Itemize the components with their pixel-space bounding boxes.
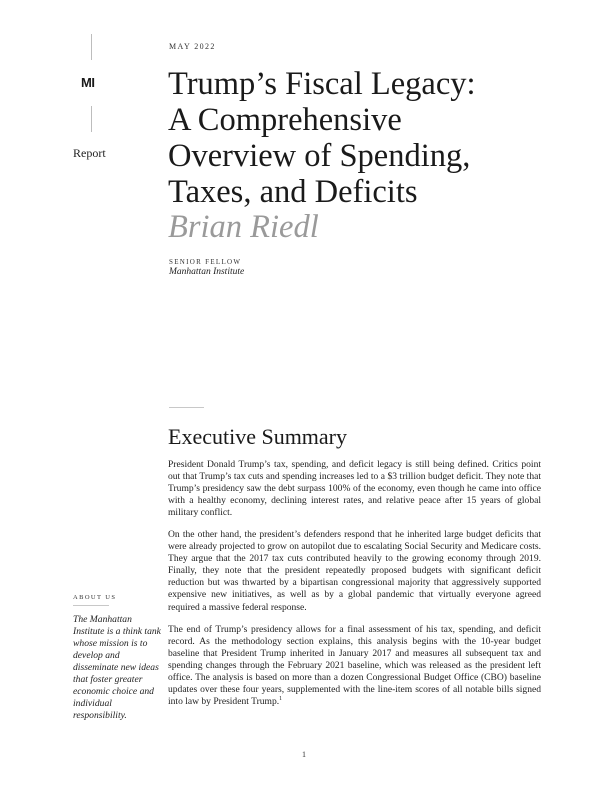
title-line: Taxes, and Deficits (168, 174, 418, 210)
publication-date: MAY 2022 (169, 42, 216, 51)
report-title (168, 66, 588, 210)
body-paragraph: President Donald Trump’s tax, spending, and deficit legacy is still being defined. Critics point out that Trump’s tax cuts and spending increases led to a $3 trillion budget deficit. They note that Trump’s presidency saw the debt surpass 100% of the economy, even though he came into office with a healthy economy, declining interest rates, and relative peace after 15 years of global military conflict. (168, 459, 541, 519)
sidebar-divider-top (91, 34, 92, 60)
mi-logo: MI (81, 75, 95, 90)
author-name: Brian Riedl (168, 209, 319, 245)
document-type-label: Report (73, 146, 106, 160)
author-organization: Manhattan Institute (169, 267, 245, 277)
sidebar-divider-bottom (91, 106, 92, 132)
about-us-label: ABOUT US (73, 594, 117, 601)
page-number: 1 (302, 750, 306, 759)
section-title: Executive Summary (168, 424, 348, 449)
paragraph-text: The end of Trump’s presidency allows for a final assessment of his tax, spending, and deficit record. As the methodology section explains, this analysis begins with the 10-year budget baseline that President Trump inherited in January 2017 and measures all subsequent tax and spending changes through the February 2021 baseline, which was released as the president left office. The analysis is based on more than a dozen Congressional Budget Office (CBO) baseline updates over these four years, supplemented with the line-item scores of all notable bills signed into law by President Trump. (168, 623, 541, 707)
section-divider (169, 407, 204, 408)
author-role: SENIOR FELLOW (169, 258, 242, 266)
executive-summary-body (168, 459, 541, 718)
body-paragraph: On the other hand, the president’s defenders respond that he inherited large budget deficits that were already projected to grow on autopilot due to escalating Social Security and Medicare costs. They argue that the 2017 tax cuts contributed heavily to the growing economy through 2019. Finally, they note that the president repeatedly proposed budgets with significant deficit reduction but was thwarted by a bipartisan congressional majority that aggressively supported expensive new initiatives, as well as by a global pandemic that virtually everyone agreed required a massive federal response. (168, 529, 541, 613)
title-line: Trump’s Fiscal Legacy: (168, 66, 476, 102)
footnote-marker[interactable]: 1 (279, 695, 283, 702)
about-us-text: The Manhattan Institute is a think tank whose mission is to develop and disseminate new ideas that foster greater economic choice and individual responsibility. (73, 614, 161, 721)
about-divider (73, 605, 109, 606)
body-paragraph (168, 624, 541, 708)
title-line: Overview of Spending, (168, 138, 471, 174)
title-line: A Comprehensive (168, 102, 402, 138)
